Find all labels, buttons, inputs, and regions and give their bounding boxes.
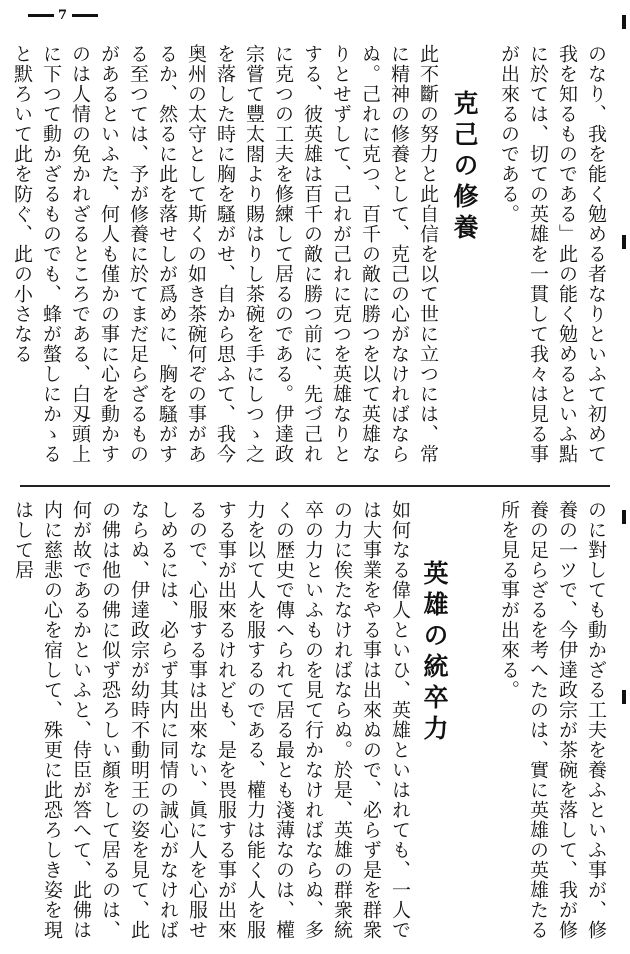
binding-edge-mark (622, 690, 626, 704)
page-number (28, 8, 98, 23)
binding-edge-mark (622, 235, 626, 249)
bottom-body-text: 如何なる偉人といひ、英雄といはれても、一人では大事業をやる事は出來ぬので、必らず是を群衆の力に俟たなければならぬ。於是、英雄の群衆統卒の力といふものを見て行かなければならぬ、多くの歴史で傳へられて居る最とも淺薄なのは、權力を以て人を服するのである、權力は能く人を服する事が出來るけれども、是を畏服する事が出來るので、心服する事は出來ない、眞に人を心服せしめるには、必らず其内に同情の誠心がなければならぬ、伊達政宗が幼時不動明王の姿を見て、此の佛は他の佛に似ず恐ろしい顏をして居るのは、何が故であるかといふと、侍臣が答へて、此佛は内に慈悲の心を宿して、殊更に此恐ろしき姿を現はして居 (12, 500, 411, 940)
section-heading-tosotsuryoku: 英雄の統卒力 (420, 560, 449, 746)
section-divider (20, 485, 610, 487)
top-body-text: 此不斷の努力と此自信を以て世に立つには、常に精神の修養として、克己の心がなければならぬ。己れに克つ、百千の敵に勝つを以て英雄なりとせずして、己れが己れに克つを英雄なりとする、彼英雄は百千の敵に勝つ前に、先づ己れに克つの工夫を修練して居るのである。伊達政宗嘗て豐太閤より賜はりし茶碗を手にしつゝ之を落した時に胸を騷がせ、自から思ふて、我今奥州の太守として斯くの如き茶碗何ぞの事があるか、然るに此を落せしが爲めに、胸を騷がする至つては、予が修養に於てまだ足らざるものがあるといふた、何人も僅かの事に心を動かすのは人情の免かれざるところである、白刄頭上に下つて動かざるものでも、蜂が螫しにかゝると默ろいて此を防ぐ、此の小さなる (11, 44, 439, 464)
section-heading-kokki: 克己の修養 (450, 90, 479, 245)
bottom-continuation-text: のに對しても動かざる工夫を養ふといふ事が、修養の一ツで、今伊達政宗が茶碗を落して、我が修養の足らざるを考へたのは、實に英雄の英雄たる所を見る事が出來る。 (498, 500, 607, 940)
binding-edge-mark (622, 15, 626, 29)
rule-mark (72, 14, 98, 17)
rule-mark (28, 14, 54, 17)
binding-edge-mark (622, 510, 626, 524)
page-number-text: 7 (58, 8, 69, 23)
top-continuation-text: のなり、我を能く勉める者なりといふて初めて我を知るものである」此の能く勉めるといふ點に於ては、切ての英雄を一貫して我々は見る事が出來るのである。 (498, 44, 607, 464)
